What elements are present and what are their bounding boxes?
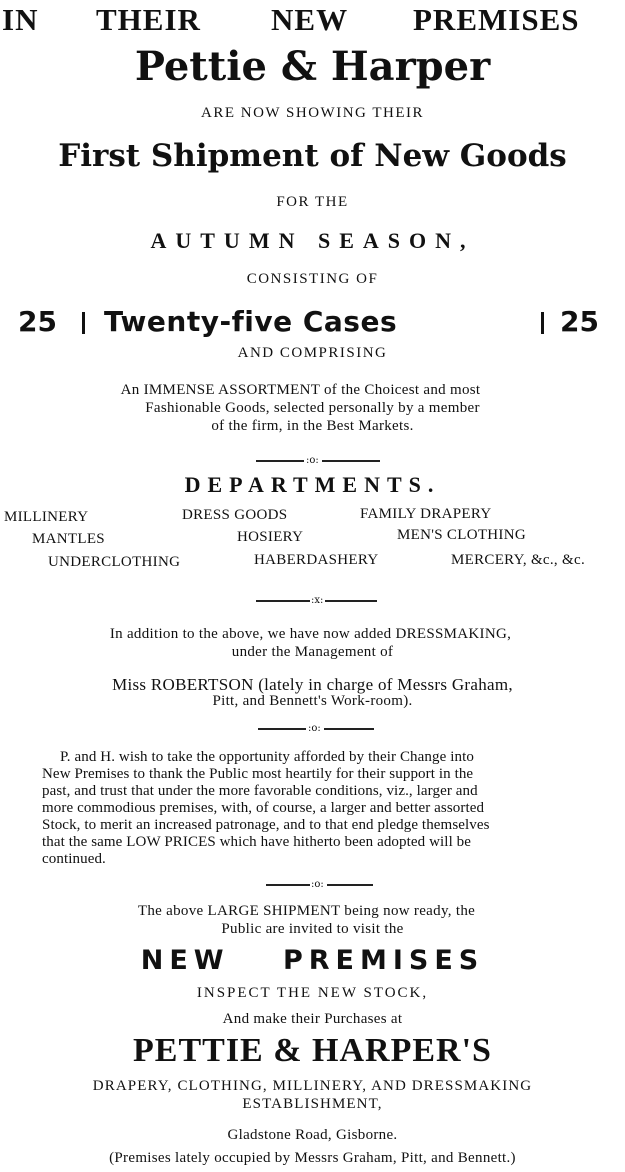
separator-2-rule-right: [324, 728, 374, 730]
cases-text: Twenty-five Cases: [104, 305, 398, 338]
first-shipment-heading: First Shipment of New Goods: [58, 138, 567, 174]
separator-3-ornament: :o:: [311, 879, 324, 890]
address-line: Gladstone Road, Gisborne.: [227, 1127, 398, 1143]
assortment-line-2: Fashionable Goods, selected personally by a member: [145, 400, 480, 416]
purchases-line: And make their Purchases at: [222, 1011, 403, 1027]
separator-x-rule-right: [325, 600, 377, 602]
headline-word-their: THEIR: [96, 2, 201, 37]
separator-3-rule-right: [327, 884, 373, 886]
headline-word-in: IN: [2, 2, 39, 37]
consisting-of: CONSISTING OF: [246, 271, 379, 287]
thanks-line-1: P. and H. wish to take the opportunity afforded by their Change into: [60, 749, 474, 765]
new-premises-heading: NEW PREMISES: [140, 945, 485, 976]
separator-rule-left: [256, 460, 304, 462]
dept-mens-clothing: MEN'S CLOTHING: [397, 527, 526, 543]
and-comprising: AND COMPRISING: [237, 345, 388, 361]
departments-title: DEPARTMENTS.: [184, 472, 441, 497]
separator-2-rule-left: [258, 728, 306, 730]
cases-count-left: 25: [18, 305, 57, 338]
establishment-line-1: DRAPERY, CLOTHING, MILLINERY, AND DRESSMAKING: [92, 1078, 533, 1094]
dept-haberdashery: HABERDASHERY: [254, 552, 379, 568]
headline-word-premises: PREMISES: [413, 2, 580, 37]
cases-divider-right: [541, 312, 544, 334]
are-now-showing: ARE NOW SHOWING THEIR: [200, 105, 424, 121]
dept-hosiery: HOSIERY: [237, 529, 304, 545]
headline-word-new: NEW: [271, 2, 349, 37]
separator-x-ornament: :x:: [311, 595, 324, 606]
assortment-line-1: An IMMENSE ASSORTMENT of the Choicest and most: [120, 382, 481, 398]
footer-firm-name: PETTIE & HARPER'S: [133, 1032, 492, 1069]
dept-underclothing: UNDERCLOTHING: [48, 554, 181, 570]
thanks-line-2: New Premises to thank the Public most heartily for their support in the: [42, 766, 474, 782]
establishment-line-2: ESTABLISHMENT,: [242, 1096, 383, 1112]
dept-dress-goods: DRESS GOODS: [182, 507, 288, 523]
invitation-line-2: Public are invited to visit the: [221, 921, 404, 937]
separator-ornament: :o:: [306, 455, 319, 466]
dressmaking-line-2: under the Management of: [231, 644, 394, 660]
autumn-season: AUTUMN SEASON,: [150, 228, 475, 253]
cases-count-right: 25: [560, 305, 599, 338]
thanks-line-5: Stock, to merit an increased patronage, and to that end pledge themselves: [42, 817, 490, 833]
dept-millinery: MILLINERY: [4, 509, 89, 525]
dept-mercery: MERCERY, &c., &c.: [451, 552, 585, 568]
dressmaking-line-3: Miss ROBERTSON (lately in charge of Messrs Graham,: [112, 675, 513, 694]
premises-note: (Premises lately occupied by Messrs Graham, Pitt, and Bennett.): [109, 1150, 516, 1166]
separator-3-rule-left: [266, 884, 310, 886]
separator-x-rule-left: [256, 600, 310, 602]
thanks-line-6: that the same LOW PRICES which have hitherto been adopted will be: [42, 834, 472, 850]
thanks-line-4: more commodious premises, with, of course, a larger and better assorted: [42, 800, 485, 816]
assortment-line-3: of the firm, in the Best Markets.: [211, 418, 414, 434]
dept-family-drapery: FAMILY DRAPERY: [360, 506, 492, 522]
separator-2-ornament: :o:: [308, 723, 321, 734]
dressmaking-line-4: Pitt, and Bennett's Work-room).: [212, 693, 413, 709]
thanks-line-3: past, and trust that under the more favorable conditions, viz., larger and: [42, 783, 478, 799]
cases-divider-left: [82, 312, 85, 334]
dept-mantles: MANTLES: [32, 531, 105, 547]
dressmaking-line-1: In addition to the above, we have now added DRESSMAKING,: [109, 626, 512, 642]
invitation-line-1: The above LARGE SHIPMENT being now ready, the: [137, 903, 476, 919]
inspect-line: INSPECT THE NEW STOCK,: [196, 985, 429, 1001]
thanks-line-7: continued.: [42, 851, 106, 867]
firm-name-heading: Pettie & Harper: [134, 43, 491, 90]
separator-rule-right: [322, 460, 380, 462]
for-the: FOR THE: [276, 194, 349, 210]
